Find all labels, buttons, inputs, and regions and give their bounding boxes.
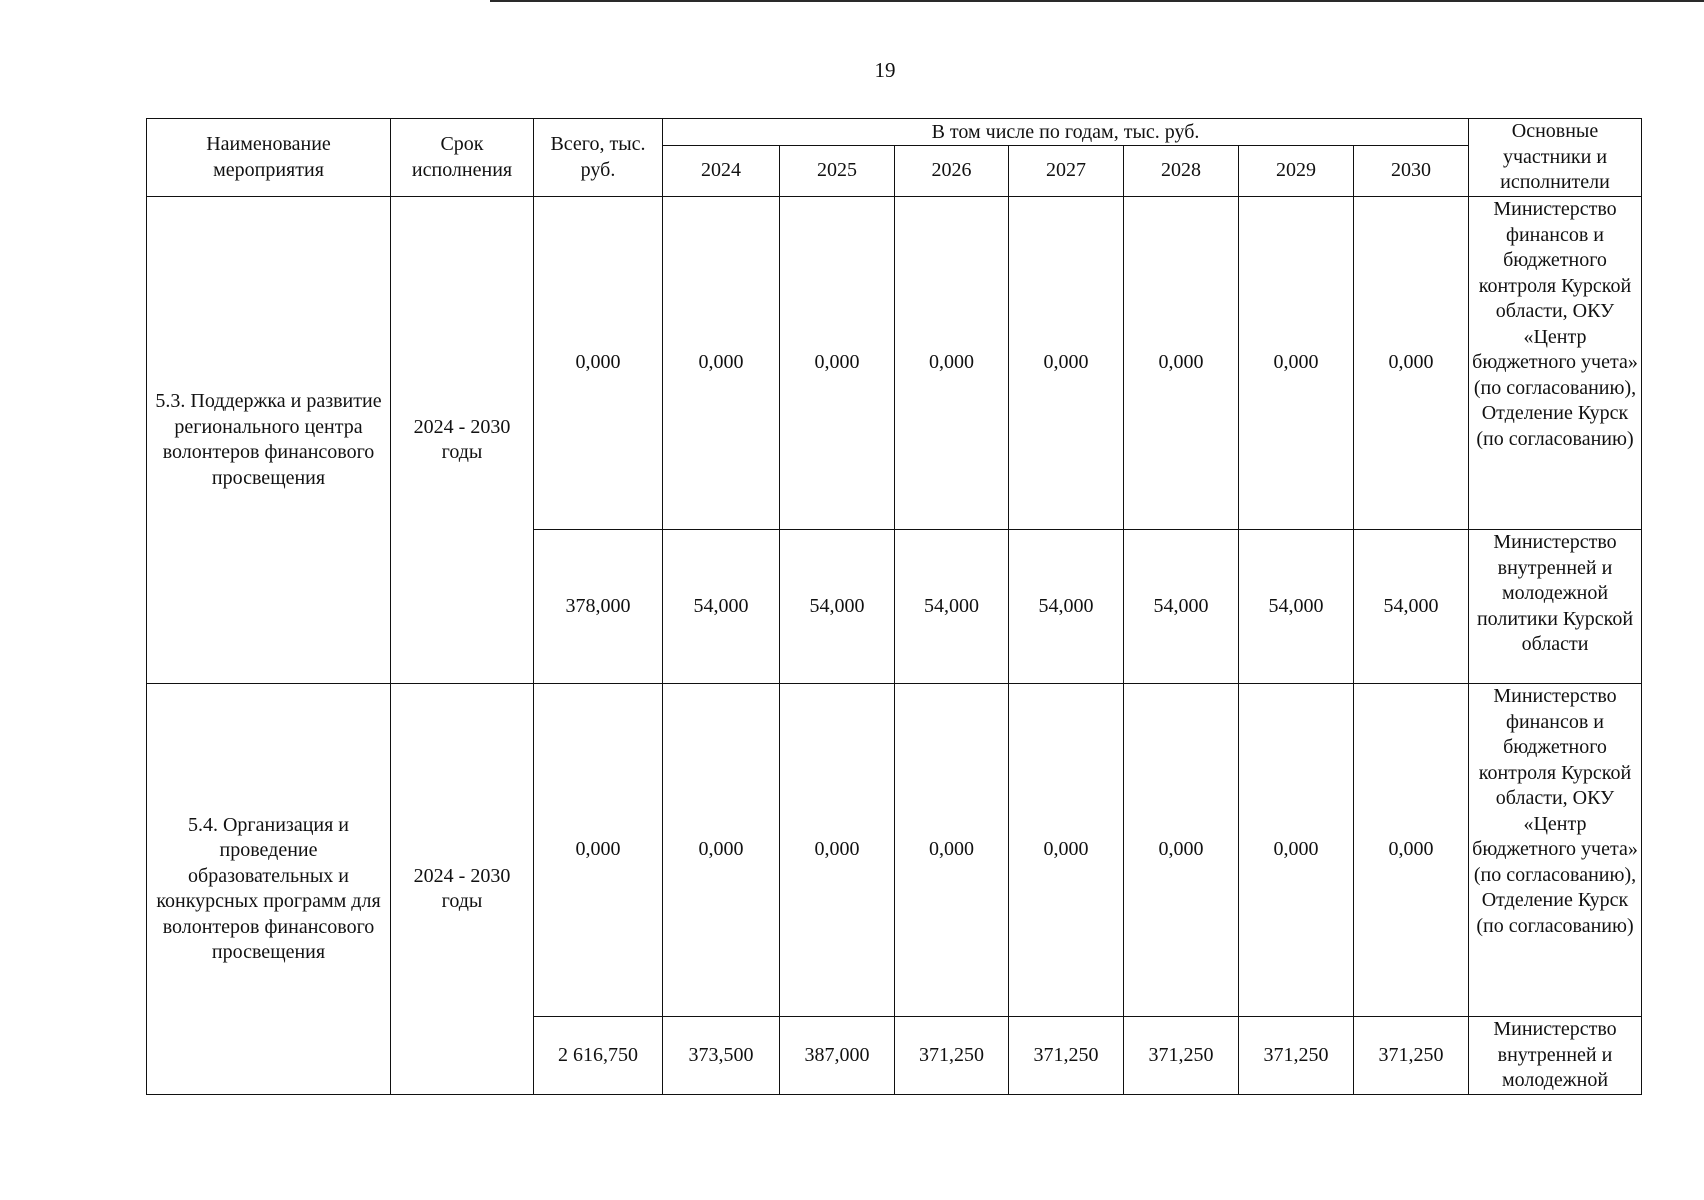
value-cell: 0,000 [1009, 684, 1124, 1017]
table-row [147, 197, 1642, 530]
header-year: 2027 [1009, 146, 1124, 197]
total-cell: 378,000 [534, 530, 663, 684]
measure-name: 5.4. Организация и проведение образовательных и конкурсных программ для волонтеров финансового просвещения [147, 684, 391, 1095]
executor-cell: Министерство внутренней и молодежной [1469, 1017, 1642, 1095]
header-year: 2028 [1124, 146, 1239, 197]
total-cell: 2 616,750 [534, 1017, 663, 1095]
executor-cell: Министерство внутренней и молодежной политики Курской области [1469, 530, 1642, 684]
value-cell: 371,250 [895, 1017, 1009, 1095]
header-row-1 [147, 119, 1642, 146]
value-cell: 54,000 [663, 530, 780, 684]
value-cell: 0,000 [1124, 197, 1239, 530]
value-cell: 0,000 [780, 197, 895, 530]
value-cell: 0,000 [895, 197, 1009, 530]
value-cell: 54,000 [895, 530, 1009, 684]
header-name: Наименование мероприятия [147, 119, 391, 197]
value-cell: 371,250 [1239, 1017, 1354, 1095]
measure-term: 2024 - 2030 годы [391, 197, 534, 684]
value-cell: 54,000 [1124, 530, 1239, 684]
executor-cell: Министерство финансов и бюджетного контроля Курской области, ОКУ «Центр бюджетного учета» (по согласованию), Отделение Курск (по согласованию) [1469, 684, 1642, 1017]
header-term: Срок исполнения [391, 119, 534, 197]
total-cell: 0,000 [534, 197, 663, 530]
header-year: 2026 [895, 146, 1009, 197]
header-year: 2024 [663, 146, 780, 197]
header-executors: Основные участники и исполнители [1469, 119, 1642, 197]
value-cell: 371,250 [1124, 1017, 1239, 1095]
total-cell: 0,000 [534, 684, 663, 1017]
value-cell: 371,250 [1354, 1017, 1469, 1095]
page-top-edge [490, 0, 1704, 2]
value-cell: 0,000 [1009, 197, 1124, 530]
header-total: Всего, тыс. руб. [534, 119, 663, 197]
header-year: 2025 [780, 146, 895, 197]
value-cell: 373,500 [663, 1017, 780, 1095]
executor-cell: Министерство финансов и бюджетного контроля Курской области, ОКУ «Центр бюджетного учета» (по согласованию), Отделение Курск (по согласованию) [1469, 197, 1642, 530]
value-cell: 0,000 [780, 684, 895, 1017]
value-cell: 0,000 [1354, 684, 1469, 1017]
page-number: 19 [874, 58, 896, 82]
value-cell: 54,000 [780, 530, 895, 684]
value-cell: 0,000 [1354, 197, 1469, 530]
value-cell: 371,250 [1009, 1017, 1124, 1095]
header-year: 2030 [1354, 146, 1469, 197]
value-cell: 54,000 [1354, 530, 1469, 684]
value-cell: 0,000 [663, 684, 780, 1017]
header-by-years: В том числе по годам, тыс. руб. [663, 119, 1469, 146]
value-cell: 0,000 [895, 684, 1009, 1017]
value-cell: 0,000 [1124, 684, 1239, 1017]
header-year: 2029 [1239, 146, 1354, 197]
measure-name: 5.3. Поддержка и развитие регионального центра волонтеров финансового просвещения [147, 197, 391, 684]
table-row [147, 684, 1642, 1017]
budget-table [146, 118, 1642, 1095]
value-cell: 54,000 [1009, 530, 1124, 684]
measure-term: 2024 - 2030 годы [391, 684, 534, 1095]
value-cell: 54,000 [1239, 530, 1354, 684]
value-cell: 0,000 [1239, 684, 1354, 1017]
value-cell: 387,000 [780, 1017, 895, 1095]
value-cell: 0,000 [663, 197, 780, 530]
value-cell: 0,000 [1239, 197, 1354, 530]
